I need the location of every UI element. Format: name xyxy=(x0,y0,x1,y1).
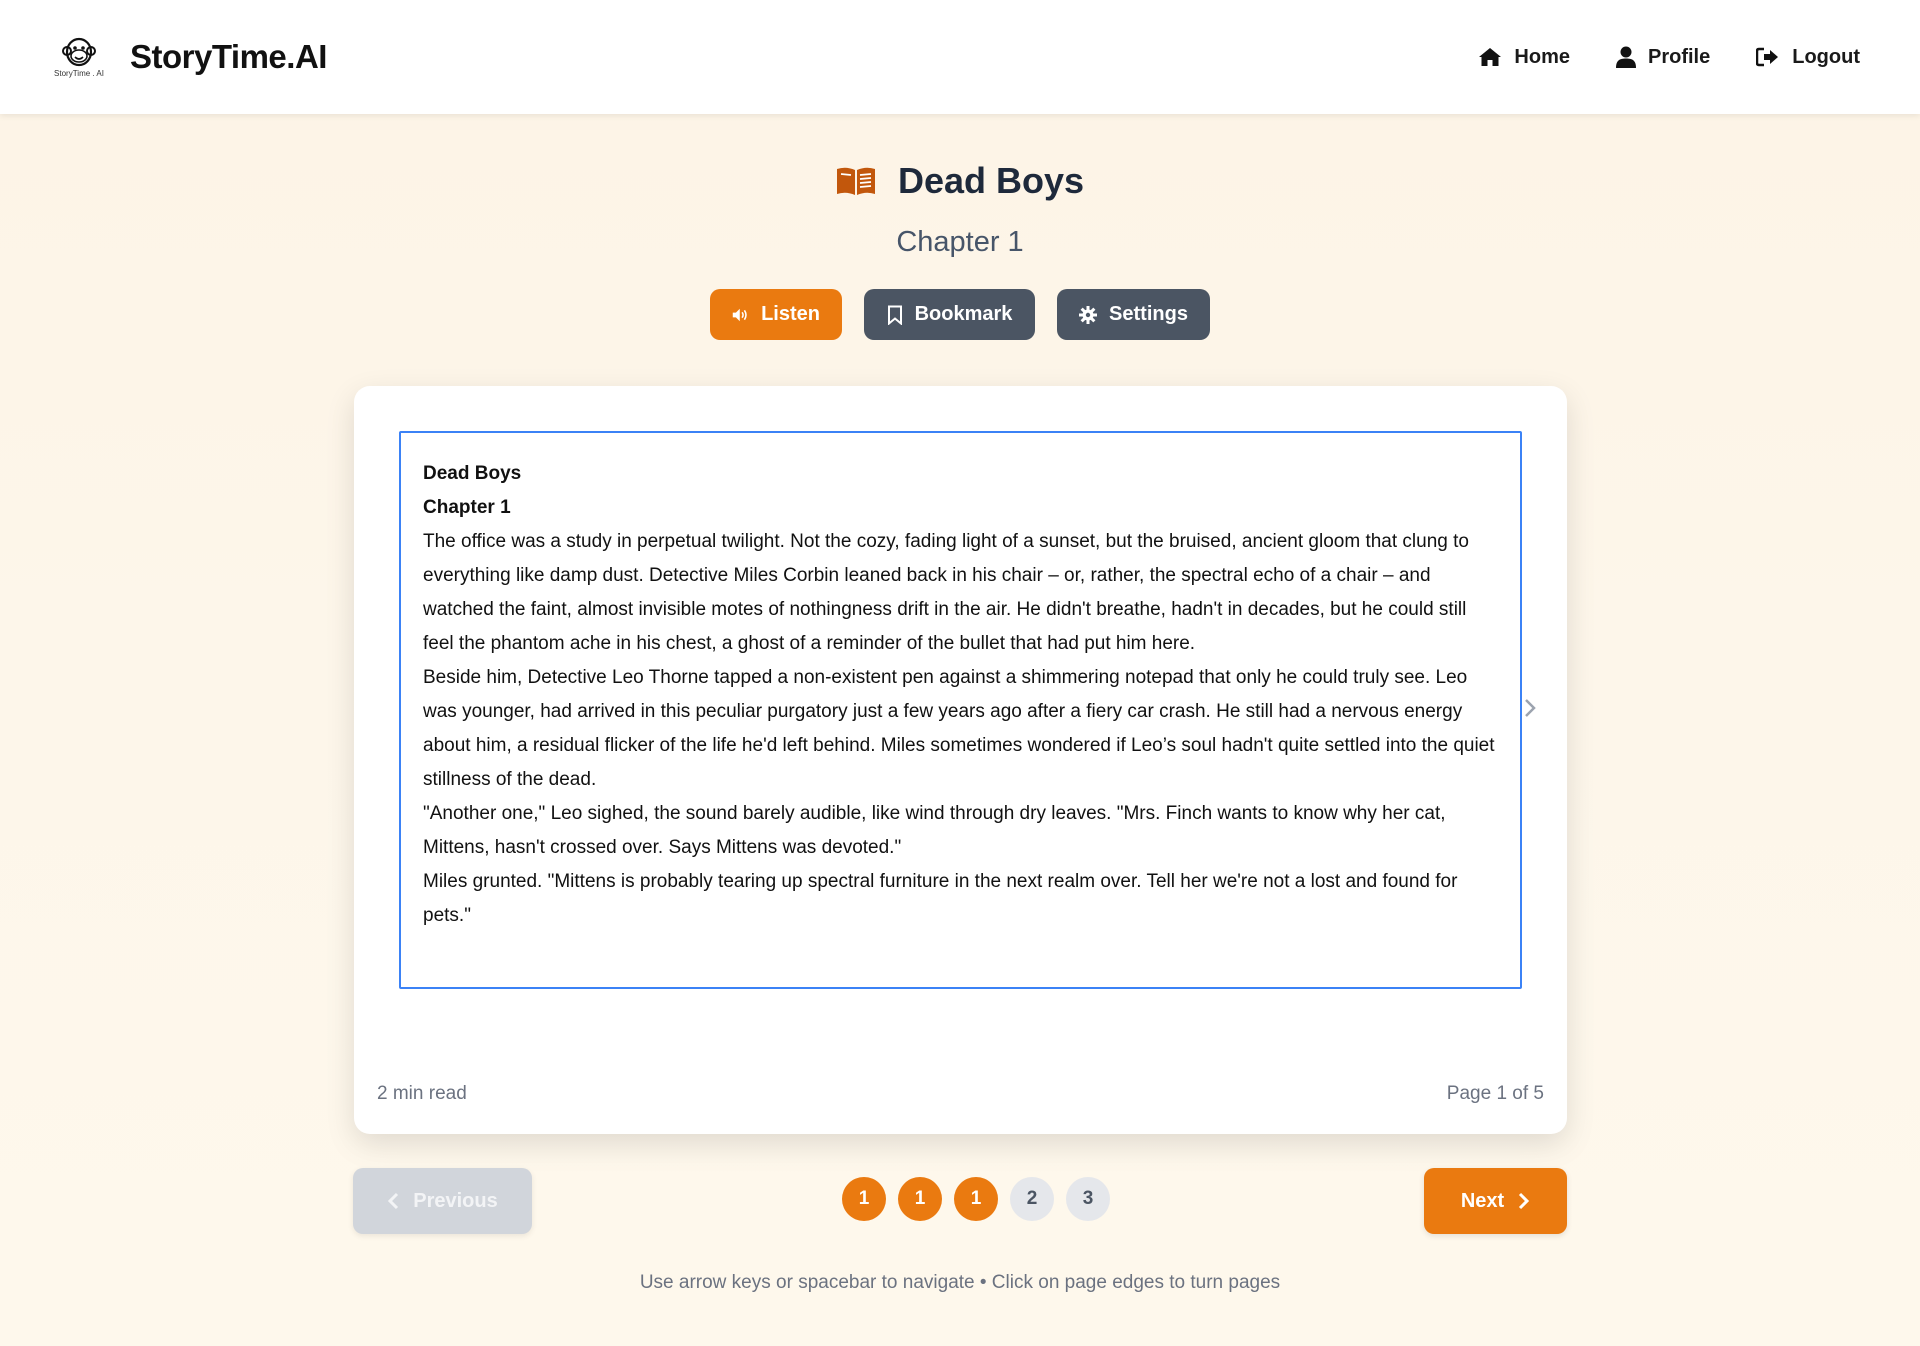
nav-home[interactable] xyxy=(1478,46,1570,69)
bookmark-button[interactable] xyxy=(864,289,1035,340)
page-dot[interactable]: 1 xyxy=(842,1177,886,1221)
nav-home-label: Home xyxy=(1514,45,1570,68)
home-icon xyxy=(1478,47,1502,67)
monkey-logo-icon xyxy=(62,37,96,67)
bookmark-icon xyxy=(887,305,903,325)
page-dot[interactable]: 2 xyxy=(1010,1177,1054,1221)
settings-button[interactable] xyxy=(1057,289,1210,340)
story-chapter: Chapter 1 xyxy=(423,497,511,518)
brand[interactable] xyxy=(48,26,327,88)
card-footer xyxy=(377,1083,1544,1105)
listen-button[interactable] xyxy=(710,289,842,340)
previous-button[interactable] xyxy=(353,1168,532,1234)
chevron-left-icon xyxy=(387,1192,399,1210)
pagination xyxy=(353,1168,1567,1234)
read-time: 2 min read xyxy=(377,1083,467,1104)
nav-profile[interactable] xyxy=(1616,46,1710,69)
chevron-right-icon xyxy=(1518,1192,1530,1210)
page-dot[interactable]: 1 xyxy=(954,1177,998,1221)
book-title: Dead Boys xyxy=(897,160,1085,201)
reader-card xyxy=(354,386,1567,1134)
page-dot[interactable]: 3 xyxy=(1066,1177,1110,1221)
top-navbar xyxy=(0,0,1920,114)
page-indicator: Page 1 of 5 xyxy=(1446,1083,1544,1104)
story-text[interactable] xyxy=(399,431,1522,989)
reader-actions xyxy=(0,289,1920,340)
chapter-heading: Chapter 1 xyxy=(896,226,1024,258)
story-paragraph: "Another one," Leo sighed, the sound barely audible, like wind through dry leaves. "Mrs. Finch wants to know why her cat, Mittens, hasn't crossed over. Says Mittens was devoted." xyxy=(423,803,1446,858)
brand-name: StoryTime.AI xyxy=(130,38,327,75)
navigation-hint: Use arrow keys or spacebar to navigate • Click on page edges to turn pages xyxy=(639,1272,1281,1293)
book-title-row xyxy=(0,160,1920,202)
next-label: Next xyxy=(1460,1189,1505,1212)
page-dot[interactable]: 1 xyxy=(898,1177,942,1221)
listen-label: Listen xyxy=(761,303,820,325)
nav-logout[interactable] xyxy=(1756,46,1860,69)
main-nav xyxy=(1478,46,1860,69)
story-paragraph: Miles grunted. "Mittens is probably tearing up spectral furniture in the next realm over. Tell her we're not a lost and found for pets." xyxy=(423,871,1458,926)
settings-label: Settings xyxy=(1109,303,1188,325)
logo-caption: StoryTime . AI xyxy=(54,68,104,78)
logo xyxy=(48,26,110,88)
nav-logout-label: Logout xyxy=(1792,45,1860,68)
page-dots xyxy=(842,1177,1110,1221)
next-page-edge-chevron-icon[interactable] xyxy=(1524,698,1536,718)
logout-icon xyxy=(1756,47,1780,67)
story-title: Dead Boys xyxy=(423,463,522,484)
nav-profile-label: Profile xyxy=(1648,45,1711,68)
story-paragraph: Beside him, Detective Leo Thorne tapped a non-existent pen against a shimmering notepad that only he could truly see. Leo was younger, had arrived in this peculiar purgatory just a few years ago after a fiery car crash. He still had a nervous energy about him, a residual flicker of the life he'd left behind. Miles sometimes wondered if Leo’s soul hadn't quite settled into the quiet stillness of the dead. xyxy=(423,667,1495,790)
user-icon xyxy=(1616,46,1636,68)
next-button[interactable] xyxy=(1424,1168,1567,1234)
gear-icon xyxy=(1079,306,1097,324)
book-open-icon xyxy=(836,165,876,197)
previous-label: Previous xyxy=(413,1189,498,1212)
volume-icon xyxy=(732,306,749,324)
bookmark-label: Bookmark xyxy=(914,303,1013,325)
story-paragraph: The office was a study in perpetual twilight. Not the cozy, fading light of a sunset, but the bruised, ancient gloom that clung to everything like damp dust. Detective Miles Corbin leaned back in his chair – or, rather, the spectral echo of a chair – and watched the faint, almost invisible motes of nothingness drift in the air. He didn't breathe, hadn't in decades, but he could still feel the phantom ache in his chest, a ghost of a reminder of the bullet that had put him here. xyxy=(423,531,1469,654)
